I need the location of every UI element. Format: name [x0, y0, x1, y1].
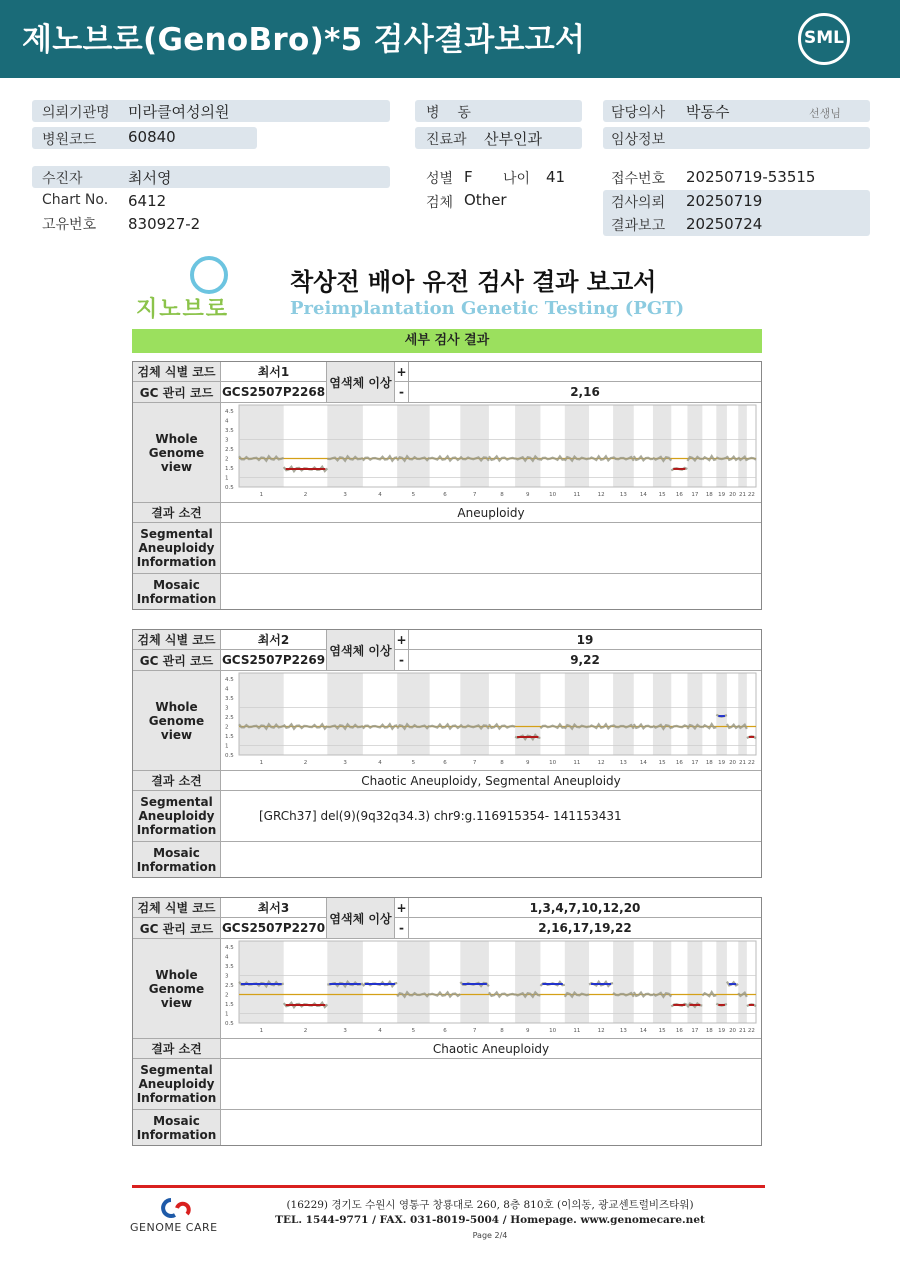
y-tick-label: 0.5: [225, 753, 234, 759]
copy-number-trace: [702, 992, 716, 996]
x-tick-label: 22: [747, 760, 755, 766]
loss-chromosomes: 2,16,17,19,22: [409, 918, 761, 939]
x-tick-label: 17: [691, 1028, 699, 1034]
genome-care-logo: GENOME CARE: [130, 1195, 230, 1240]
y-tick-label: 4.5: [225, 945, 234, 951]
x-tick-label: 9: [525, 1028, 530, 1034]
chromosome-band: [565, 673, 589, 755]
x-tick-label: 19: [718, 760, 726, 766]
copy-number-trace: [702, 456, 716, 460]
y-tick-label: 2.5: [225, 983, 234, 989]
plot-frame: [239, 941, 756, 1023]
sample-code-label: 검체 식별 코드: [133, 630, 221, 650]
x-tick-label: 11: [573, 492, 581, 498]
chromosome-band: [716, 941, 727, 1023]
plus-sign: +: [395, 898, 409, 918]
chromosome-band: [653, 941, 671, 1023]
mosaic-label: Mosaic Information: [133, 574, 221, 609]
chromosome-band: [738, 941, 747, 1023]
chromosome-band: [460, 405, 489, 487]
gc-code-value: GCS2507P2270: [221, 918, 327, 939]
result-value: Chaotic Aneuploidy, Segmental Aneuploidy: [221, 771, 761, 791]
whole-genome-label: Whole Genome view: [133, 939, 221, 1039]
chromosome-band: [613, 941, 634, 1023]
gc-code-value: GCS2507P2268: [221, 382, 327, 403]
abnormality-label: 염색체 이상: [327, 630, 395, 671]
copy-number-trace: [589, 456, 613, 460]
x-tick-label: 9: [525, 492, 530, 498]
result-value: Aneuploidy: [221, 503, 761, 523]
x-tick-label: 21: [739, 492, 747, 498]
whole-genome-label: Whole Genome view: [133, 403, 221, 503]
abnormality-label: 염색체 이상: [327, 898, 395, 939]
copy-number-trace: [540, 724, 564, 728]
y-tick-label: 2: [225, 456, 229, 463]
gc-code-label: GC 관리 코드: [133, 918, 221, 939]
x-tick-label: 6: [443, 1028, 447, 1034]
copy-number-trace: [747, 458, 756, 460]
copy-number-trace: [430, 992, 461, 996]
y-tick-label: 4: [225, 418, 229, 425]
y-tick-label: 3: [225, 705, 229, 712]
x-tick-label: 8: [500, 1028, 504, 1034]
y-tick-label: 1: [225, 1011, 229, 1018]
footer-contact: [240, 1198, 740, 1228]
segmental-value: [221, 1059, 761, 1110]
clinical-info-label: 임상정보: [611, 132, 666, 148]
copy-number-trace: [363, 456, 397, 461]
mosaic-value: [221, 1110, 761, 1145]
chromosome-band: [613, 673, 634, 755]
x-tick-label: 9: [525, 760, 530, 766]
copy-number-trace: [430, 724, 461, 728]
minus-sign: -: [395, 382, 409, 403]
x-tick-label: 1: [259, 760, 264, 766]
x-tick-label: 10: [549, 760, 557, 766]
x-tick-label: 15: [658, 492, 666, 498]
patient-label: 수진자: [42, 171, 83, 187]
x-tick-label: 12: [597, 492, 605, 498]
chromosome-band: [565, 405, 589, 487]
x-tick-label: 20: [729, 1028, 737, 1034]
sample-code-value: 최서1: [221, 362, 327, 382]
sample-table-2: [132, 629, 762, 878]
chromosome-band: [716, 673, 727, 755]
x-tick-label: 7: [472, 492, 477, 498]
dna-icon: [190, 256, 228, 294]
x-tick-label: 4: [378, 1028, 382, 1034]
sample-code-value: 최서3: [221, 898, 327, 918]
x-tick-label: 16: [675, 1028, 683, 1034]
segmental-label: Segmental Aneuploidy Information: [133, 1059, 221, 1110]
y-tick-label: 1.5: [225, 1002, 234, 1008]
genome-care-icon: [157, 1197, 195, 1219]
copy-number-trace: [430, 456, 461, 460]
sex-value: F: [464, 168, 473, 186]
chromosome-band: [327, 673, 363, 755]
chromosome-band: [515, 405, 540, 487]
x-tick-label: 22: [747, 492, 755, 498]
copy-number-trace: [489, 456, 515, 460]
chromosome-band: [687, 673, 702, 755]
chromosome-band: [653, 405, 671, 487]
sample-code-value: 최서2: [221, 630, 327, 650]
x-tick-label: 10: [549, 492, 557, 498]
x-tick-label: 7: [472, 760, 477, 766]
y-tick-label: 2.5: [225, 447, 234, 453]
doctor-suffix: 선생님: [809, 107, 841, 120]
genome-plot-svg: [221, 671, 761, 771]
result-value: Chaotic Aneuploidy: [221, 1039, 761, 1059]
chromosome-band: [738, 405, 747, 487]
chromosome-band: [716, 405, 727, 487]
x-tick-label: 8: [500, 760, 504, 766]
plot-frame: [239, 405, 756, 487]
x-tick-label: 16: [675, 760, 683, 766]
y-tick-label: 3.5: [225, 696, 234, 702]
y-tick-label: 1: [225, 475, 229, 482]
x-tick-label: 13: [619, 1028, 627, 1034]
abnormality-label: 염색체 이상: [327, 362, 395, 403]
minus-sign: -: [395, 650, 409, 671]
chromosome-band: [327, 941, 363, 1023]
mosaic-label: Mosaic Information: [133, 842, 221, 877]
info-bar-patient: [32, 166, 390, 188]
chromosome-band: [397, 941, 429, 1023]
hospital-code-label: 병원코드: [42, 132, 97, 148]
copy-number-trace: [589, 724, 613, 728]
x-tick-label: 10: [549, 1028, 557, 1034]
id-value: 830927-2: [128, 215, 201, 233]
x-tick-label: 12: [597, 1028, 605, 1034]
loss-chromosomes: 9,22: [409, 650, 761, 671]
specimen-label: 검체: [426, 195, 454, 211]
gc-code-label: GC 관리 코드: [133, 650, 221, 671]
x-tick-label: 21: [739, 1028, 747, 1034]
segmental-label: Segmental Aneuploidy Information: [133, 791, 221, 842]
y-tick-label: 2: [225, 724, 229, 731]
x-tick-label: 11: [573, 1028, 581, 1034]
x-tick-label: 18: [705, 492, 713, 498]
x-tick-label: 3: [343, 760, 347, 766]
chromosome-band: [515, 673, 540, 755]
x-tick-label: 17: [691, 760, 699, 766]
sample-code-label: 검체 식별 코드: [133, 362, 221, 382]
gain-chromosomes: [409, 362, 761, 382]
y-tick-label: 2.5: [225, 715, 234, 721]
x-tick-label: 19: [718, 492, 726, 498]
x-tick-label: 5: [411, 760, 416, 766]
whole-genome-plot: [221, 671, 761, 771]
request-value: 20250719: [686, 192, 763, 210]
chromosome-band: [613, 405, 634, 487]
sample-table-3: [132, 897, 762, 1146]
genome-plot-svg: [221, 939, 761, 1039]
copy-number-trace: [489, 724, 515, 728]
age-value: 41: [546, 168, 566, 186]
copy-number-trace: [489, 992, 515, 996]
result-label: 결과 소견: [133, 771, 221, 791]
whole-genome-plot: [221, 403, 761, 503]
receipt-label: 접수번호: [611, 171, 666, 187]
gain-chromosomes: 19: [409, 630, 761, 650]
mosaic-value: [221, 842, 761, 877]
y-tick-label: 1.5: [225, 466, 234, 472]
result-label: 결과 소견: [133, 1039, 221, 1059]
x-tick-label: 11: [573, 760, 581, 766]
x-tick-label: 15: [658, 1028, 666, 1034]
institution-value: 미라클여성의원: [128, 103, 230, 121]
whole-genome-plot: [221, 939, 761, 1039]
report-date-value: 20250724: [686, 215, 763, 233]
y-tick-label: 0.5: [225, 485, 234, 491]
x-tick-label: 13: [619, 492, 627, 498]
report-subtitle: Preimplantation Genetic Testing (PGT): [290, 298, 685, 319]
ward-label: 병 동: [426, 105, 471, 121]
whole-genome-label: Whole Genome view: [133, 671, 221, 771]
genome-plot-svg: [221, 403, 761, 503]
x-tick-label: 20: [729, 760, 737, 766]
x-tick-label: 3: [343, 492, 347, 498]
x-tick-label: 2: [303, 1028, 308, 1034]
sml-logo: SML: [798, 13, 850, 65]
x-tick-label: 18: [705, 760, 713, 766]
x-tick-label: 20: [729, 492, 737, 498]
y-tick-label: 4.5: [225, 677, 234, 683]
chromosome-band: [239, 673, 284, 755]
sample-code-label: 검체 식별 코드: [133, 898, 221, 918]
gc-code-label: GC 관리 코드: [133, 382, 221, 403]
x-tick-label: 22: [747, 1028, 755, 1034]
x-tick-label: 12: [597, 760, 605, 766]
genobro-logo: 지노브로: [130, 254, 250, 324]
y-tick-label: 3: [225, 973, 229, 980]
report-header: [0, 0, 900, 78]
doctor-label: 담당의사: [611, 105, 666, 121]
department-value: 산부인과: [484, 130, 542, 148]
minus-sign: -: [395, 918, 409, 939]
x-tick-label: 14: [639, 1028, 647, 1034]
copy-number-trace: [363, 724, 397, 729]
institution-label: 의뢰기관명: [42, 105, 110, 121]
y-tick-label: 3.5: [225, 964, 234, 970]
receipt-value: 20250719-53515: [686, 168, 816, 186]
hospital-code-value: 60840: [128, 128, 176, 146]
segmental-value: [221, 523, 761, 574]
footer-address: (16229) 경기도 수원시 영통구 창룡대로 260, 8층 810호 (이의동, 광교센트럴비즈타워): [286, 1199, 694, 1211]
chart-value: 6412: [128, 192, 167, 210]
y-tick-label: 2: [225, 992, 229, 999]
y-tick-label: 3.5: [225, 428, 234, 434]
result-label: 결과 소견: [133, 503, 221, 523]
report-date-label: 결과보고: [611, 218, 666, 234]
page-number: Page 2/4: [472, 1231, 508, 1240]
x-tick-label: 16: [675, 492, 683, 498]
x-tick-label: 18: [705, 1028, 713, 1034]
chromosome-band: [460, 673, 489, 755]
chromosome-band: [327, 405, 363, 487]
x-tick-label: 4: [378, 492, 382, 498]
segmental-label: Segmental Aneuploidy Information: [133, 523, 221, 574]
x-tick-label: 17: [691, 492, 699, 498]
y-tick-label: 0.5: [225, 1021, 234, 1027]
chromosome-band: [687, 405, 702, 487]
chromosome-band: [565, 941, 589, 1023]
y-tick-label: 1: [225, 743, 229, 750]
chromosome-band: [239, 405, 284, 487]
x-tick-label: 3: [343, 1028, 347, 1034]
y-tick-label: 4.5: [225, 409, 234, 415]
copy-number-trace: [284, 724, 328, 728]
x-tick-label: 2: [303, 492, 308, 498]
request-label: 검사의뢰: [611, 195, 666, 211]
chromosome-band: [738, 673, 747, 755]
footer-divider: [132, 1185, 765, 1188]
chromosome-band: [397, 673, 429, 755]
x-tick-label: 7: [472, 1028, 477, 1034]
gain-chromosomes: 1,3,4,7,10,12,20: [409, 898, 761, 918]
gc-code-value: GCS2507P2269: [221, 650, 327, 671]
x-tick-label: 15: [658, 760, 666, 766]
x-tick-label: 21: [739, 760, 747, 766]
x-tick-label: 8: [500, 492, 504, 498]
department-label: 진료과: [426, 132, 467, 148]
plus-sign: +: [395, 362, 409, 382]
x-tick-label: 13: [619, 760, 627, 766]
y-tick-label: 1.5: [225, 734, 234, 740]
age-label: 나이: [503, 171, 531, 187]
x-tick-label: 1: [259, 1028, 264, 1034]
x-tick-label: 5: [411, 492, 416, 498]
x-tick-label: 6: [443, 492, 447, 498]
copy-number-trace: [540, 456, 564, 460]
sample-table-1: [132, 361, 762, 610]
x-tick-label: 1: [259, 492, 264, 498]
sex-label: 성별: [426, 171, 454, 187]
plot-frame: [239, 673, 756, 755]
segmental-value: [GRCh37] del(9)(9q32q34.3) chr9:g.116915354- 141153431: [221, 791, 761, 842]
x-tick-label: 14: [639, 492, 647, 498]
section-header: 세부 검사 결과: [132, 329, 762, 353]
plus-sign: +: [395, 630, 409, 650]
copy-number-trace: [671, 725, 687, 728]
y-tick-label: 4: [225, 686, 229, 693]
document-title: 제노브로(GenoBro)*5 검사결과보고서: [22, 22, 586, 58]
report-title: 착상전 배아 유전 검사 결과 보고서: [290, 268, 657, 296]
patient-value: 최서영: [128, 169, 172, 187]
x-tick-label: 6: [443, 760, 447, 766]
x-tick-label: 4: [378, 760, 382, 766]
x-tick-label: 5: [411, 1028, 416, 1034]
chromosome-band: [515, 941, 540, 1023]
chart-label: Chart No.: [42, 192, 109, 208]
copy-number-trace: [702, 724, 716, 728]
mosaic-value: [221, 574, 761, 609]
x-tick-label: 14: [639, 760, 647, 766]
mosaic-label: Mosaic Information: [133, 1110, 221, 1145]
y-tick-label: 4: [225, 954, 229, 961]
x-tick-label: 19: [718, 1028, 726, 1034]
footer-phone: TEL. 1544-9771 / FAX. 031-8019-5004 / Homepage. www.genomecare.net: [275, 1214, 705, 1226]
loss-chromosomes: 2,16: [409, 382, 761, 403]
doctor-value: 박동수: [686, 103, 730, 121]
chromosome-band: [397, 405, 429, 487]
chromosome-band: [687, 941, 702, 1023]
y-tick-label: 3: [225, 437, 229, 444]
x-tick-label: 2: [303, 760, 308, 766]
id-label: 고유번호: [42, 217, 97, 233]
specimen-value: Other: [464, 191, 507, 209]
chromosome-band: [653, 673, 671, 755]
